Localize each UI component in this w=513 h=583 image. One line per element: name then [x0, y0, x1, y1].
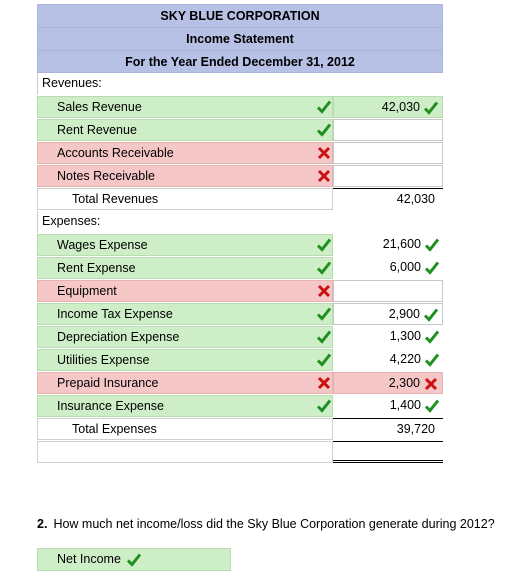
revenue-amount-accounts-receivable[interactable] [333, 142, 443, 164]
expenses-section [37, 211, 443, 234]
cross-icon [316, 283, 332, 299]
expense-label-rent[interactable]: Rent Expense [37, 257, 333, 279]
statement-period: For the Year Ended December 31, 2012 [37, 50, 443, 73]
expense-amount-income-tax[interactable] [333, 303, 443, 325]
revenue-label-notes-receivable[interactable]: Notes Receivable [37, 165, 333, 187]
revenue-label-sales[interactable]: Sales Revenue [37, 96, 333, 118]
revenue-label-accounts-receivable[interactable]: Accounts Receivable [37, 142, 333, 164]
net-result-row [37, 441, 443, 464]
check-icon [424, 352, 440, 368]
expense-row-prepaid-insurance [37, 372, 443, 395]
total-revenues-label: Total Revenues [37, 188, 333, 210]
amount-value: 4,220 [389, 352, 421, 366]
revenue-label-rent[interactable]: Rent Revenue [37, 119, 333, 141]
expense-label-insurance[interactable]: Insurance Expense [37, 395, 333, 417]
check-icon [316, 260, 332, 276]
expense-amount-utilities[interactable] [333, 349, 443, 371]
expense-label-prepaid-insurance[interactable]: Prepaid Insurance [37, 372, 333, 394]
check-icon [316, 329, 332, 345]
check-icon [316, 99, 332, 115]
revenue-row-notes-receivable [37, 165, 443, 188]
expense-row-equipment [37, 280, 443, 303]
check-icon [424, 237, 440, 253]
expenses-heading: Expenses: [37, 211, 333, 233]
check-icon [423, 100, 439, 116]
revenue-amount-sales[interactable] [333, 96, 443, 118]
expense-row-income-tax [37, 303, 443, 326]
expense-amount-depreciation[interactable] [333, 326, 443, 348]
revenues-heading: Revenues: [37, 73, 333, 95]
revenue-row-rent [37, 119, 443, 142]
revenue-amount-rent[interactable] [333, 119, 443, 141]
expense-label-income-tax[interactable]: Income Tax Expense [37, 303, 333, 325]
total-expenses-amount: 39,720 [333, 418, 443, 440]
cross-icon [423, 376, 439, 392]
cross-icon [316, 145, 332, 161]
income-statement [37, 4, 443, 464]
net-result-amount-field[interactable] [333, 441, 443, 463]
check-icon [126, 552, 142, 568]
amount-value: 2,900 [388, 307, 420, 321]
question-2 [37, 517, 507, 531]
check-icon [316, 122, 332, 138]
amount-value: 1,300 [389, 329, 421, 343]
check-icon [424, 398, 440, 414]
check-icon [316, 398, 332, 414]
expense-label-utilities[interactable]: Utilities Expense [37, 349, 333, 371]
expense-amount-rent[interactable] [333, 257, 443, 279]
total-expenses-row [37, 418, 443, 441]
question-text: How much net income/loss did the Sky Blue Corporation generate during 2012? [53, 517, 495, 531]
expense-label-depreciation[interactable]: Depreciation Expense [37, 326, 333, 348]
amount-value: 1,400 [389, 398, 421, 412]
amount-value: 21,600 [382, 237, 421, 251]
expense-label-wages[interactable]: Wages Expense [37, 234, 333, 256]
question-number: 2. [37, 517, 48, 531]
amount-value: 42,030 [381, 100, 420, 114]
expense-row-rent [37, 257, 443, 280]
amount-value: 6,000 [389, 260, 421, 274]
net-income-label: Net Income [57, 552, 121, 566]
expense-amount-equipment[interactable] [333, 280, 443, 302]
expense-amount-insurance[interactable] [333, 395, 443, 417]
check-icon [316, 352, 332, 368]
cross-icon [316, 168, 332, 184]
total-expenses-label: Total Expenses [37, 418, 333, 440]
check-icon [423, 307, 439, 323]
total-revenues-row [37, 188, 443, 211]
statement-title: Income Statement [37, 27, 443, 50]
expense-amount-prepaid-insurance[interactable] [333, 372, 443, 394]
check-icon [316, 306, 332, 322]
revenue-amount-notes-receivable[interactable] [333, 165, 443, 187]
check-icon [316, 237, 332, 253]
net-income-field[interactable] [37, 548, 231, 571]
expense-label-equipment[interactable]: Equipment [37, 280, 333, 302]
revenues-section [37, 73, 443, 96]
net-result-label-field[interactable] [37, 441, 333, 463]
amount-value: 2,300 [388, 376, 420, 390]
check-icon [424, 260, 440, 276]
expense-row-wages [37, 234, 443, 257]
revenue-row-accounts-receivable [37, 142, 443, 165]
cross-icon [316, 375, 332, 391]
total-revenues-amount: 42,030 [333, 188, 443, 210]
expense-row-depreciation [37, 326, 443, 349]
expense-amount-wages[interactable] [333, 234, 443, 256]
expense-row-insurance [37, 395, 443, 418]
company-name: SKY BLUE CORPORATION [37, 4, 443, 27]
revenue-row-sales [37, 96, 443, 119]
check-icon [424, 329, 440, 345]
expense-row-utilities [37, 349, 443, 372]
